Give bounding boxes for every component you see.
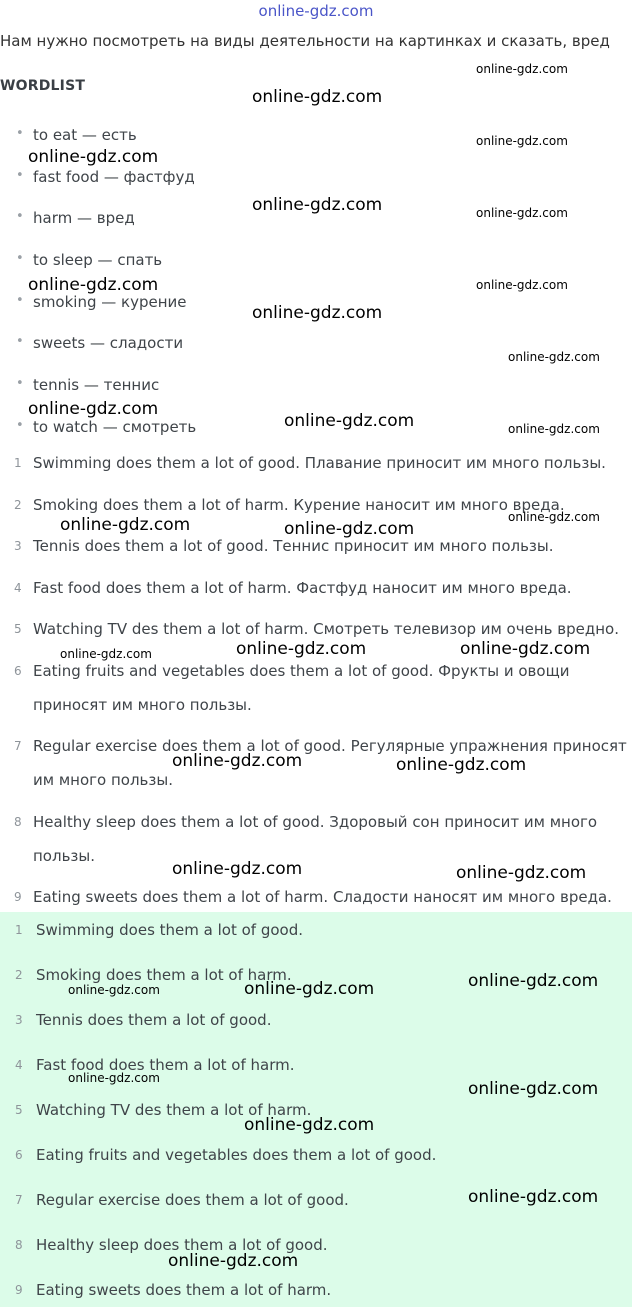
intro-text: Нам нужно посмотреть на виды деятельности на картинках и сказать, вред xyxy=(0,32,610,50)
item-number: 1 xyxy=(15,923,23,937)
answer-item xyxy=(0,1138,632,1172)
item-text: Smoking does them a lot of harm. xyxy=(36,966,292,984)
item-text: Fast food does them a lot of harm. Фастфуд наносит им много вреда. xyxy=(33,578,572,597)
translation-item xyxy=(0,729,632,797)
watermark: online-gdz.com xyxy=(172,751,303,771)
translation-item xyxy=(0,880,632,914)
watermark: online-gdz.com xyxy=(244,979,375,999)
item-text-cont: им много пользы. xyxy=(33,771,173,789)
watermark: online-gdz.com xyxy=(252,87,383,107)
item-number: 9 xyxy=(15,1283,23,1297)
watermark: online-gdz.com xyxy=(508,422,600,436)
site-link[interactable]: online-gdz.com xyxy=(258,2,374,20)
item-number: 1 xyxy=(14,456,22,470)
watermark: online-gdz.com xyxy=(476,278,568,292)
item-text-cont: приносят им много пользы. xyxy=(33,695,252,714)
watermark: online-gdz.com xyxy=(284,519,415,539)
answer-item xyxy=(0,1003,632,1037)
wordlist-item: • tennis — теннис xyxy=(16,376,196,418)
item-number: 8 xyxy=(14,814,22,829)
translation-item xyxy=(0,571,632,605)
watermark: online-gdz.com xyxy=(172,859,303,879)
watermark: online-gdz.com xyxy=(68,1071,160,1085)
item-number: 4 xyxy=(15,1058,23,1072)
item-text: Smoking does them a lot of harm. Курение наносит им много вреда. xyxy=(33,495,565,514)
item-text: Tennis does them a lot of good. Теннис приносит им много пользы. xyxy=(33,537,554,555)
watermark: online-gdz.com xyxy=(396,755,527,775)
item-text: Tennis does them a lot of good. xyxy=(36,1011,272,1029)
item-number: 5 xyxy=(15,1103,23,1117)
item-number: 7 xyxy=(14,739,22,753)
item-number: 9 xyxy=(14,890,22,904)
item-text: Regular exercise does them a lot of good. xyxy=(36,1191,349,1209)
wordlist-item: • to sleep — спать xyxy=(16,251,196,293)
wordlist-heading: WORDLIST xyxy=(0,78,86,94)
watermark: online-gdz.com xyxy=(476,206,568,220)
item-text: Eating fruits and vegetables does them a lot of good. Фрукты и овощи xyxy=(33,661,570,680)
item-number: 8 xyxy=(15,1238,23,1252)
watermark: online-gdz.com xyxy=(476,134,568,148)
watermark: online-gdz.com xyxy=(28,147,159,167)
watermark: online-gdz.com xyxy=(28,399,159,419)
watermark: online-gdz.com xyxy=(236,639,367,659)
watermark: online-gdz.com xyxy=(244,1115,375,1135)
watermark: online-gdz.com xyxy=(60,515,191,535)
watermark: online-gdz.com xyxy=(476,62,568,76)
item-text: Eating sweets does them a lot of harm. xyxy=(36,1281,332,1299)
item-number: 3 xyxy=(14,539,22,553)
item-text: Swimming does them a lot of good. Плавание приносит им много пользы. xyxy=(33,454,606,472)
item-text: Regular exercise does them a lot of good. Регулярные упражнения приносят xyxy=(33,737,627,755)
translation-item xyxy=(0,446,632,480)
watermark: online-gdz.com xyxy=(252,303,383,323)
watermark: online-gdz.com xyxy=(28,275,159,295)
item-number: 6 xyxy=(15,1148,23,1162)
wordlist-item: • to watch — смотреть xyxy=(16,418,196,460)
item-number: 2 xyxy=(15,968,23,982)
watermark: online-gdz.com xyxy=(508,350,600,364)
wordlist-item: • fast food — фастфуд xyxy=(16,168,196,210)
item-text: Swimming does them a lot of good. xyxy=(36,921,303,939)
watermark: online-gdz.com xyxy=(284,411,415,431)
translation-item xyxy=(0,654,632,722)
item-number: 4 xyxy=(14,580,22,595)
item-text: Watching TV des them a lot of harm. xyxy=(36,1101,312,1119)
item-number: 2 xyxy=(14,497,22,512)
item-text-cont: пользы. xyxy=(33,846,95,865)
watermark: online-gdz.com xyxy=(468,1079,599,1099)
answer-item xyxy=(0,913,632,947)
watermark: online-gdz.com xyxy=(460,639,591,659)
item-text: Healthy sleep does them a lot of good. Здоровый сон приносит им много xyxy=(33,812,598,831)
watermark: online-gdz.com xyxy=(252,195,383,215)
answer-item xyxy=(0,1228,632,1262)
wordlist-item: • sweets — сладости xyxy=(16,334,196,376)
watermark: online-gdz.com xyxy=(68,983,160,997)
item-text: Eating sweets does them a lot of harm. Сладости наносят им много вреда. xyxy=(33,888,612,906)
watermark: online-gdz.com xyxy=(168,1251,299,1271)
item-number: 5 xyxy=(14,622,22,636)
watermark: online-gdz.com xyxy=(468,1187,599,1207)
item-number: 6 xyxy=(14,663,22,678)
answer-item xyxy=(0,1273,632,1307)
wordlist-item: • smoking — курение xyxy=(16,293,196,335)
wordlist-item: • harm — вред xyxy=(16,209,196,251)
item-text: Healthy sleep does them a lot of good. xyxy=(36,1236,328,1254)
item-text: Fast food does them a lot of harm. xyxy=(36,1056,295,1074)
item-text: Watching TV des them a lot of harm. Смотреть телевизор им очень вредно. xyxy=(33,620,619,638)
wordlist-item: • to eat — есть xyxy=(16,126,196,168)
item-number: 7 xyxy=(15,1193,23,1207)
watermark: online-gdz.com xyxy=(456,863,587,883)
watermark: online-gdz.com xyxy=(508,510,600,524)
watermark: online-gdz.com xyxy=(468,971,599,991)
item-number: 3 xyxy=(15,1013,23,1027)
watermark: online-gdz.com xyxy=(60,647,152,661)
item-text: Eating fruits and vegetables does them a lot of good. xyxy=(36,1146,437,1164)
